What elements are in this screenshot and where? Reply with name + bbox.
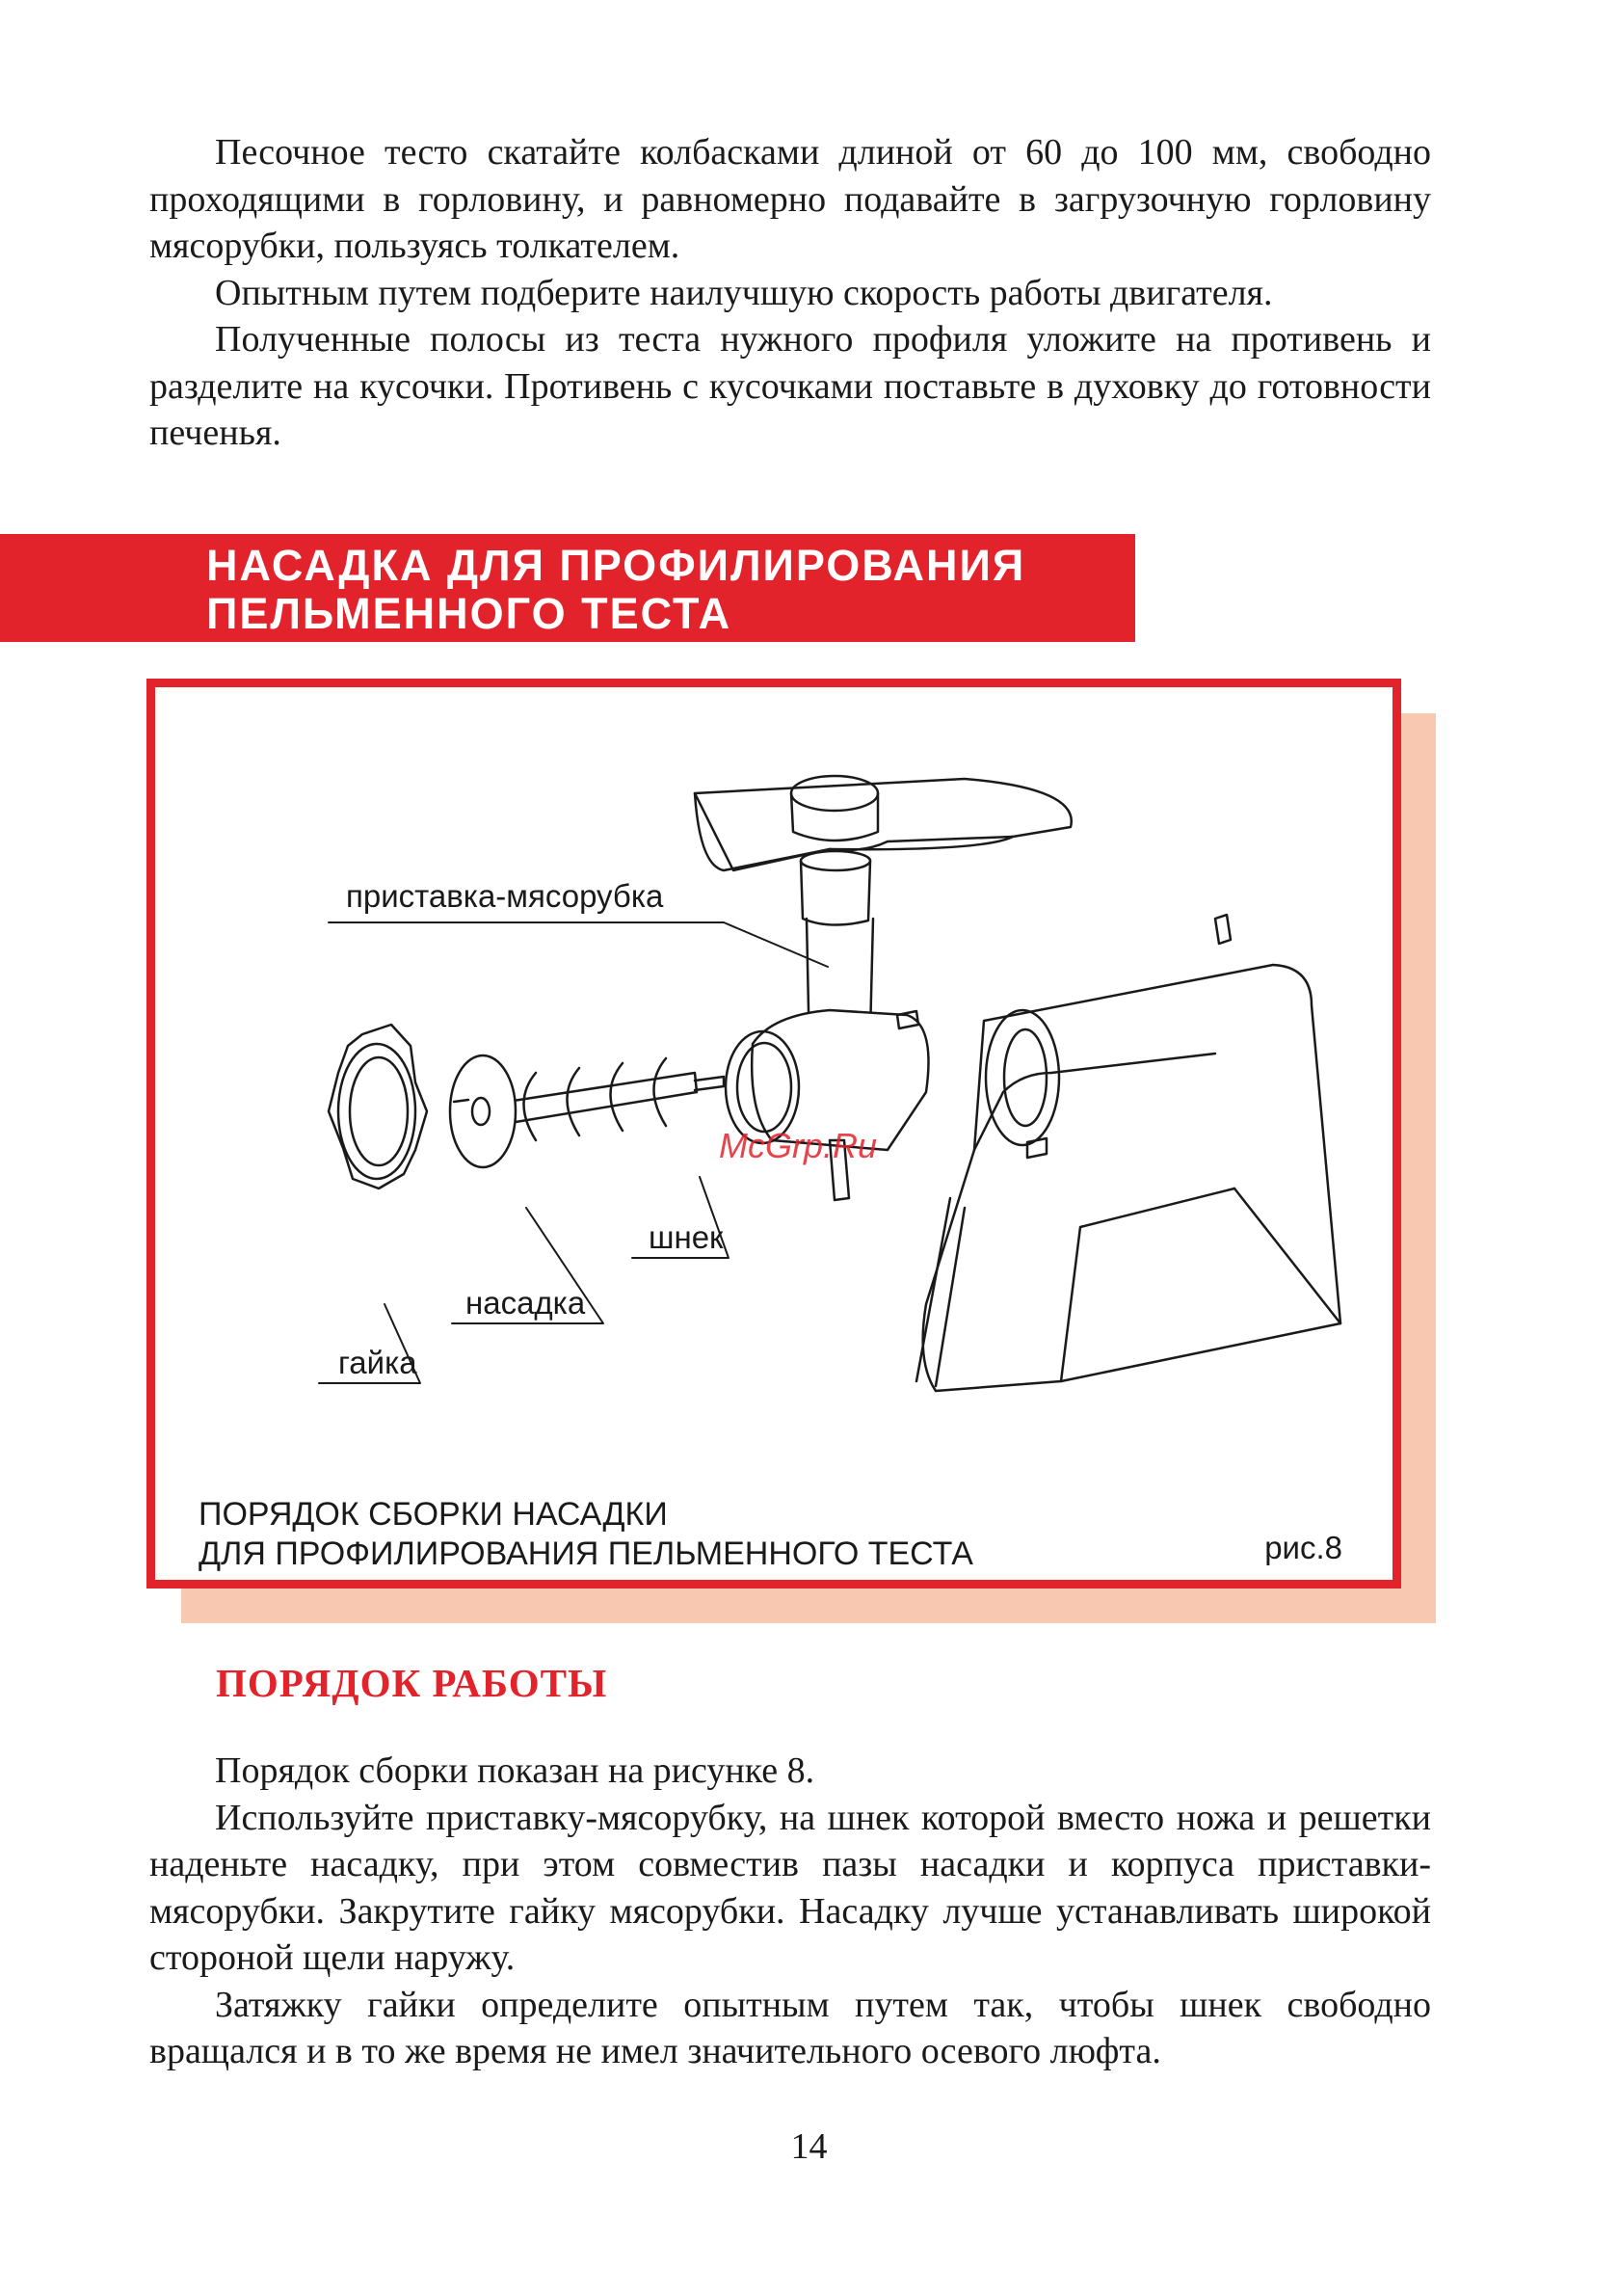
figure-caption-line-2: ДЛЯ ПРОФИЛИРОВАНИЯ ПЕЛЬМЕННОГО ТЕСТА bbox=[199, 1535, 973, 1572]
procedure-title: ПОРЯДОК РАБОТЫ bbox=[216, 1661, 608, 1705]
banner-title-line-2: ПЕЛЬМЕННОГО ТЕСТА bbox=[206, 589, 732, 638]
procedure-paragraph-3: Затяжку гайки определите опытным путем так, чтобы шнек свободно вращался и в то же время не имел значительного осевого люфта. bbox=[149, 1984, 1431, 2071]
intro-paragraph-2: Опытным путем подберите наилучшую скорость работы двигателя. bbox=[215, 272, 1273, 313]
label-nozzle: насадка bbox=[465, 1285, 586, 1321]
section-banner bbox=[0, 534, 1135, 642]
page-number: 14 bbox=[790, 2126, 828, 2167]
procedure-paragraph-1: Порядок сборки показан на рисунке 8. bbox=[215, 1750, 815, 1791]
nut bbox=[329, 1025, 427, 1188]
procedure-paragraph-2: Используйте приставку-мясорубку, на шнек которой вместо ножа и решетки наденьте насадку, при этом совместив пазы насадки и корпуса приставки-мясорубки. Закрутите гайку мясорубки. Насадку лучше устанавливать широкой стороной щели наружу. bbox=[149, 1797, 1431, 1978]
figure-8 bbox=[146, 679, 1401, 1589]
banner-title-line-1: НАСАДКА ДЛЯ ПРОФИЛИРОВАНИЯ bbox=[206, 541, 1026, 590]
banner-title bbox=[206, 542, 1025, 638]
intro-paragraph-3: Полученные полосы из теста нужного профиля уложите на противень и разделите на кусочки. Противень с кусочками поставьте в духовку до готовности печенья. bbox=[149, 319, 1431, 453]
label-attachment: приставка-мясорубка bbox=[346, 878, 664, 914]
figure-caption bbox=[199, 1495, 973, 1574]
watermark: McGrp.Ru bbox=[719, 1126, 878, 1165]
intro-paragraph-1: Песочное тесто скатайте колбасками длиной от 60 до 100 мм, свободно проходящими в горловину, и равномерно подавайте в загрузочную горловину мясорубки, пользуясь толкателем. bbox=[149, 132, 1431, 266]
label-auger: шнек bbox=[649, 1219, 724, 1255]
motor-housing bbox=[916, 915, 1340, 1391]
hopper bbox=[695, 776, 1072, 870]
label-nut: гайка bbox=[338, 1345, 417, 1380]
figure-number: рис.8 bbox=[1264, 1530, 1342, 1565]
auger bbox=[497, 1058, 724, 1140]
intro-text bbox=[149, 129, 1431, 457]
nozzle-disc bbox=[450, 1055, 516, 1167]
figure-caption-line-1: ПОРЯДОК СБОРКИ НАСАДКИ bbox=[199, 1496, 668, 1533]
procedure-text bbox=[149, 1748, 1431, 2075]
